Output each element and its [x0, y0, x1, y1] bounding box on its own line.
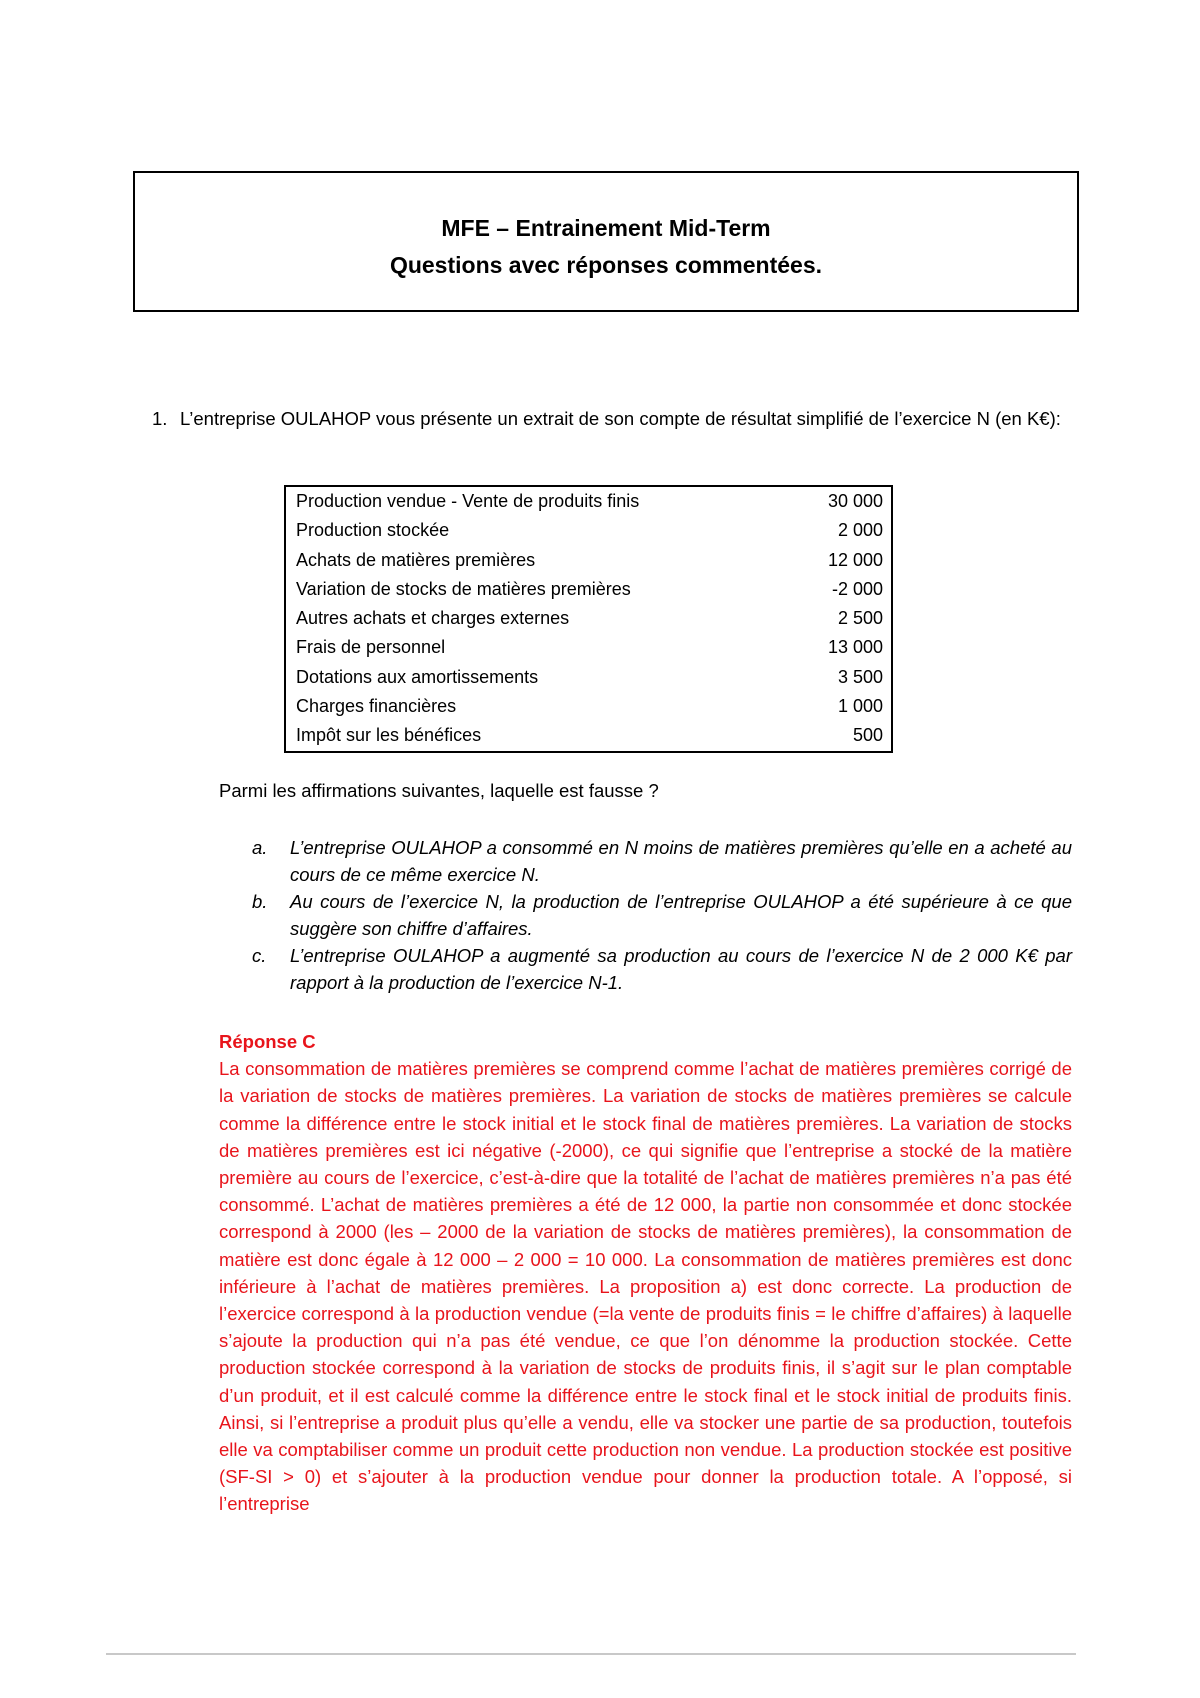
answer-section	[219, 1028, 1072, 1518]
table-row	[285, 663, 892, 692]
document-subtitle: Questions avec réponses commentées.	[389, 252, 823, 278]
title-box	[133, 171, 1079, 312]
income-statement-table	[284, 485, 893, 753]
row-label: Production vendue - Vente de produits finis	[296, 491, 640, 511]
table-row	[285, 692, 892, 721]
answer-title: Réponse C	[219, 1031, 316, 1052]
row-label: Autres achats et charges externes	[296, 608, 570, 629]
document-title: MFE – Entrainement Mid-Term	[441, 215, 771, 241]
question-text: L’entreprise OULAHOP vous présente un extrait de son compte de résultat simplifié de l’exercice N (en K€):	[180, 408, 1061, 429]
row-label: Charges financières	[296, 696, 457, 717]
question-number: 1.	[152, 408, 168, 429]
table-row	[285, 486, 892, 516]
row-label: Frais de personnel	[296, 637, 446, 658]
row-label: Production stockée	[296, 520, 450, 541]
row-value: 1 000	[837, 696, 883, 717]
table-row	[285, 575, 892, 604]
row-value: 3 500	[837, 666, 883, 687]
answer-options	[252, 834, 1072, 996]
option-b	[252, 888, 1072, 942]
table-row	[285, 721, 892, 751]
answer-explanation: La consommation de matières premières se comprend comme l’achat de matières premières corrigé de la variation de stocks de matières premières. La variation de stocks de matières premières se calcule comme la différence entre le stock initial et le stock final de matières premières. La variation de stocks de matières premières est ici négative (-2000), ce qui signifie que l’entreprise a stocké de la matière première au cours de l’exercice, c’est-à-dire que la totalité de l’achat de matières premières n’a pas été consommé. L’achat de matières premières a été de 12 000, la partie non consommée et donc stockée correspond à 2000 (les – 2000 de la variation de stocks de matières premières), la consommation de matière est donc égale à 12 000 – 2 000 = 10 000. La consommation de matières premières est donc inférieure à l’achat de matières premières. La proposition a) est donc correcte. La production de l’exercice correspond à la production vendue (=la vente de produits finis = le chiffre d’affaires) à laquelle s’ajoute la production qui n’a pas été vendue, ce que l’on dénomme la production stockée. Cette production stockée correspond à la variation de stocks de produits finis, il s’agit sur le plan comptable d’un produit, et il est calculé comme la différence entre le stock final et le stock initial de produits finis. Ainsi, si l’entreprise a produit plus qu’elle a vendu, elle va stocker une partie de sa production, toutefois elle va comptabiliser comme un produit cette production non vendue. La production stockée est positive (SF-SI > 0) et s’ajouter à la production vendue pour donner la production totale. A l’opposé, si l’entreprise	[219, 1058, 1072, 1515]
table-row	[285, 604, 892, 633]
option-letter: c.	[252, 945, 267, 966]
option-letter: a.	[252, 837, 268, 858]
option-text: L’entreprise OULAHOP a consommé en N moins de matières premières qu’elle en a acheté au cours de ce même exercice N.	[290, 837, 1072, 885]
row-value: 12 000	[827, 549, 883, 570]
row-value: -2 000	[831, 578, 883, 599]
row-value: 2 000	[837, 520, 883, 541]
question-prompt: Parmi les affirmations suivantes, laquelle est fausse ?	[219, 780, 659, 801]
row-value: 30 000	[827, 491, 883, 511]
row-value: 500	[852, 725, 883, 746]
option-text: L’entreprise OULAHOP a augmenté sa production au cours de l’exercice N de 2 000 K€ par rapport à la production de l’exercice N-1.	[290, 945, 1072, 993]
row-label: Achats de matières premières	[296, 549, 536, 570]
option-letter: b.	[252, 891, 268, 912]
row-label: Impôt sur les bénéfices	[296, 725, 482, 746]
table-row	[285, 516, 892, 545]
row-value: 2 500	[837, 608, 883, 629]
table-row	[285, 546, 892, 575]
row-value: 13 000	[827, 637, 883, 658]
table-row	[285, 633, 892, 662]
option-c	[252, 942, 1072, 996]
footer-divider	[106, 1653, 1076, 1655]
option-text: Au cours de l’exercice N, la production de l’entreprise OULAHOP a été supérieure à ce que suggère son chiffre d’affaires.	[290, 891, 1072, 939]
row-label: Variation de stocks de matières premières	[296, 578, 631, 599]
question-1	[152, 405, 1072, 433]
row-label: Dotations aux amortissements	[296, 666, 539, 687]
option-a	[252, 834, 1072, 888]
